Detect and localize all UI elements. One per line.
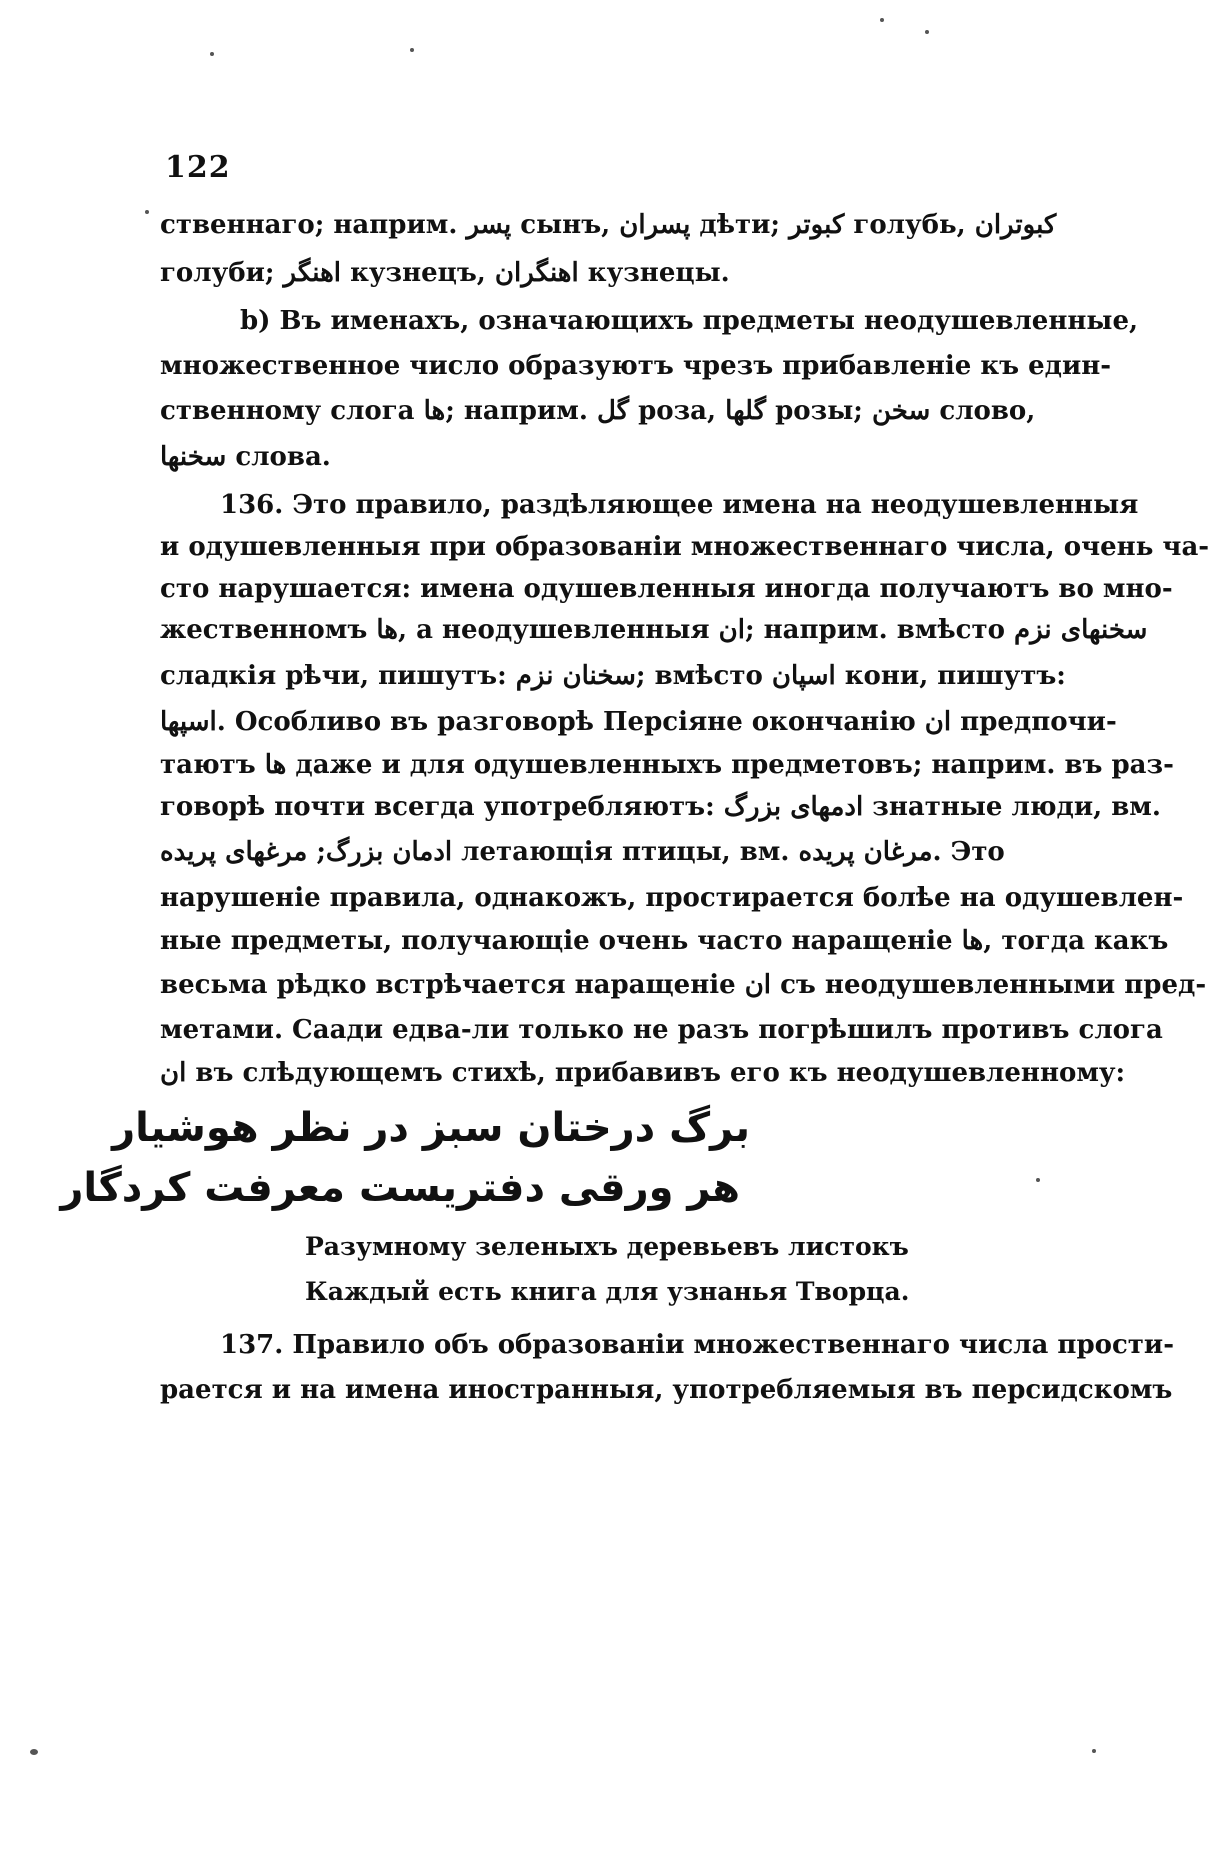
scan-speck (410, 48, 414, 52)
scan-speck (1036, 1178, 1040, 1182)
line-text: 136. Это правило, раздѣляющее имена на неодушевленныя (220, 490, 1139, 520)
text-line (160, 391, 1060, 431)
verse-russian-line-1: Разумному зеленыхъ деревьевъ листокъ (305, 1232, 909, 1261)
line-text: рается и на имена иностранныя, употребляемыя въ персидскомъ (160, 1375, 1173, 1405)
line-text: метами. Саади едва-ли только не разъ погрѣшилъ противъ слога (160, 1015, 1163, 1045)
scan-speck (1092, 1749, 1096, 1753)
text-line (160, 346, 1112, 386)
line-text: ان въ слѣдующемъ стихѣ, прибавивъ его къ неодушевленному: (160, 1058, 1126, 1088)
line-text: голуби; اهنگر кузнецъ, اهنگران кузнецы. (160, 258, 730, 288)
text-line (160, 702, 1117, 742)
line-text: ственнаго; наприм. پسر сынъ, پسران дѣти; کبوتر голубь, کبوتران (160, 210, 1057, 240)
line-text: жественномъ ها, а неодушевленныя ان; наприм. вмѣсто سخنهای نزم (160, 615, 1148, 645)
text-line (160, 1370, 1173, 1410)
line-text: сто нарушается: имена одушевленныя иногда получаютъ во мно- (160, 574, 1173, 604)
text-line (160, 921, 1169, 961)
text-line (160, 437, 1060, 477)
line-text: множественное число образуютъ чрезъ прибавленіе къ един- (160, 351, 1112, 381)
line-text: таютъ ها даже и для одушевленныхъ предметовъ; наприм. въ раз- (160, 750, 1174, 780)
text-line (160, 301, 1139, 341)
text-line (160, 527, 1209, 567)
text-line (160, 569, 1173, 609)
line-text: говорѣ почти всегда употребляютъ: ادمهای بزرگ знатные люди, вм. (160, 792, 1161, 822)
line-text: ادمان بزرگ; مرغهای پریده летающія птицы, вм. مرغان پریده. Это (160, 837, 1005, 867)
line-text: сладкія рѣчи, пишутъ: سخنان نزم; вмѣсто اسپان кони, пишутъ: (160, 661, 1066, 691)
text-line (160, 610, 1148, 650)
text-line (160, 832, 1060, 872)
scan-speck (880, 18, 884, 22)
scan-speck (30, 1749, 38, 1755)
line-text: 137. Правило объ образованіи множественнаго числа прости- (220, 1330, 1174, 1360)
text-line (160, 656, 1066, 696)
text-line (160, 1053, 1126, 1093)
text-line (160, 485, 1139, 525)
text-line (160, 787, 1161, 827)
verse-russian-line-2: Каждый есть книга для узнанья Творца. (305, 1277, 910, 1306)
scan-speck (925, 30, 929, 34)
line-text: весьма рѣдко встрѣчается наращеніе ان съ неодушевленными пред- (160, 970, 1207, 1000)
line-text: اسپها. Особливо въ разговорѣ Персіяне окончанію ان предпочи- (160, 707, 1117, 737)
scan-speck (145, 210, 149, 214)
text-line (160, 253, 1060, 293)
verse-arabic-line-1: برگ درختان سبز در نظر هوشیار (112, 1105, 750, 1151)
text-line (160, 745, 1174, 785)
verse-arabic-line-2: هر ورقی دفتریست معرفت کردگار (60, 1165, 740, 1211)
line-text: ственному слога ها; наприм. گل роза, گلها розы; سخن слово, (160, 396, 1036, 426)
scan-speck (210, 52, 214, 56)
line-text: ные предметы, получающіе очень часто наращеніе ها, тогда какъ (160, 926, 1169, 956)
text-line (160, 965, 1207, 1005)
line-text: سخنها слова. (160, 442, 331, 472)
line-text: b) Въ именахъ, означающихъ предметы неодушевленные, (240, 306, 1139, 336)
line-text: и одушевленныя при образованіи множественнаго числа, очень ча- (160, 532, 1209, 562)
page-number: 122 (165, 150, 231, 185)
line-text: нарушеніе правила, однакожъ, простирается болѣе на одушевлен- (160, 883, 1184, 913)
text-line (160, 205, 1060, 245)
text-line (160, 1010, 1163, 1050)
text-line (160, 1325, 1174, 1365)
text-line (160, 878, 1184, 918)
